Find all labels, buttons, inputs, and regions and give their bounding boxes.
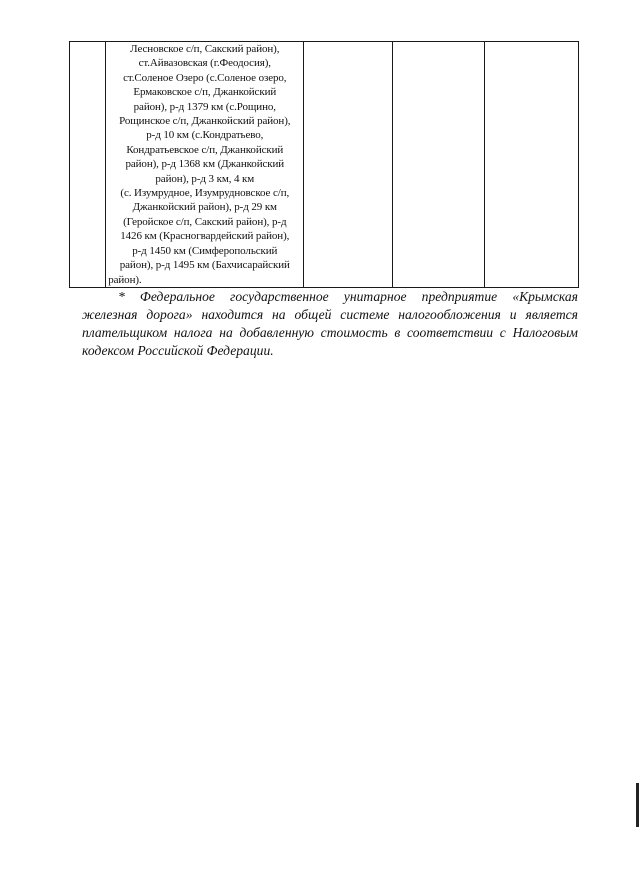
table-cell-empty-3: [304, 42, 393, 288]
footnote-line: железная дорога» находится на общей системе налогообложения и является: [82, 307, 578, 322]
location-line: район), р-д 3 км, 4 км: [155, 172, 255, 185]
locations-text: [106, 42, 303, 287]
footnote: [82, 288, 578, 360]
location-line: Джанкойский район), р-д 29 км: [132, 201, 277, 214]
footnote-line: * Федеральное государственное унитарное предприятие «Крымская: [118, 289, 578, 304]
table-cell-empty-4: [392, 42, 485, 288]
location-line: Кондратьевское с/п, Джанкойский: [126, 143, 284, 156]
table-cell-empty-5: [485, 42, 579, 288]
location-line: Лесновское с/п, Сакский район),: [130, 43, 280, 55]
location-line: (Геройское с/п, Сакский район), р-д: [123, 215, 287, 228]
location-line: ст.Айвазовская (г.Феодосия),: [138, 57, 271, 70]
location-line: Ермаковское с/п, Джанкойский: [133, 86, 277, 99]
location-line: Рощинское с/п, Джанкойский район),: [119, 115, 291, 128]
location-line: район), р-д 1379 км (с.Рощино,: [133, 100, 276, 113]
footnote-line: плательщиком налога на добавленную стоимость в соответствии с Налоговым: [82, 325, 578, 340]
location-line: (с. Изумрудное, Изумрудновское с/п,: [120, 187, 290, 200]
table-cell-locations: [106, 42, 304, 288]
location-line: район), р-д 1368 км (Джанкойский: [125, 158, 285, 171]
footnote-line: кодексом Российской Федерации.: [82, 343, 274, 358]
location-line: 1426 км (Красногвардейский район),: [120, 230, 290, 243]
location-line: район).: [108, 273, 142, 286]
location-line: р-д 10 км (с.Кондратьево,: [146, 129, 264, 142]
table-row: [70, 42, 579, 288]
location-line: район), р-д 1495 км (Бахчисарайский: [119, 259, 290, 272]
continuation-table: [69, 41, 579, 288]
location-line: ст.Соленое Озеро (с.Соленое озеро,: [123, 71, 287, 84]
location-line: р-д 1450 км (Симферопольский: [132, 244, 278, 257]
table-cell-number: [70, 42, 106, 288]
